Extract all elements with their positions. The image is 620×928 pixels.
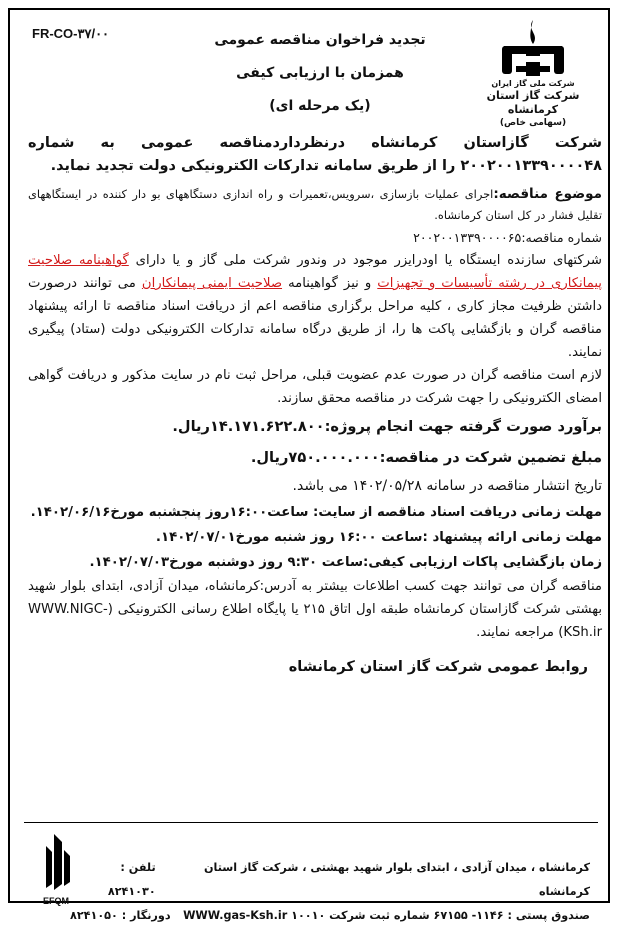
subject-label: موضوع مناقصه: bbox=[493, 186, 603, 202]
subject-paragraph bbox=[28, 184, 602, 226]
tender-number: شماره مناقصه:۲۰۰۲۰۰۱۳۳۹۰۰۰۰۶۵ bbox=[413, 230, 602, 245]
eligibility-certificate-safety: صلاحیت ایمنی پیمانکاران bbox=[141, 276, 283, 291]
footer-phone: تلفن : ۸۲۴۱۰۳۰ bbox=[107, 861, 156, 898]
footer-divider bbox=[24, 822, 598, 823]
footer-row-postal bbox=[70, 904, 590, 928]
footer-row-address bbox=[70, 856, 590, 904]
info-paragraph: مناقصه گران می توانند جهت کسب اطلاعات بیشتر به آدرس:کرمانشاه، میدان آزادی، ابتدای بلوار شهید بهشتی شرکت گازاستان کرمانشاه طبقه اول اتاق ۲۱۵ یا پایگاه اطلاع رسانی الکترونیکی (WWW.NIGC-KSh.ir) مراجعه نمایند. bbox=[28, 579, 603, 640]
participation-guarantee: مبلغ تضمین شرکت در مناقصه:۷۵۰.۰۰۰.۰۰۰ریال. bbox=[250, 449, 602, 466]
footer-postal: صندوق پستی : ۱۱۴۶- ۶۷۱۵۵ شماره ثبت شرکت ۱۰۰۱۰ WWW.gas-Ksh.ir bbox=[183, 909, 590, 922]
notice-titles bbox=[190, 24, 450, 123]
footer-address: کرمانشاه ، میدان آزادی ، ابتدای بلوار شهید بهشتی ، شرکت گاز استان کرمانشاه bbox=[203, 861, 590, 898]
eligibility-certificate-contracting: گواهینامه صلاحیت پیمانکاری در رشته تأسیسات و تجهیزات bbox=[28, 253, 602, 291]
eligibility-paragraph bbox=[28, 249, 602, 364]
intro-paragraph: شرکت گازاستان کرمانشاه درنظرداردمناقصه عمومی به شماره ۲۰۰۲۰۰۱۳۳۹۰۰۰۰۴۸ را از طریق سامانه تدارکات الکترونیکی دولت تجدید نماید. bbox=[28, 135, 602, 174]
logo-parent-company: شرکت ملی گاز ایران bbox=[491, 79, 575, 88]
deadline-bids: مهلت زمانی ارائه پیشنهاد :ساعت ۱۶:۰۰ روز شنبه مورخ۱۴۰۲/۰۷/۰۱. bbox=[155, 530, 602, 545]
footer-contact bbox=[70, 856, 590, 928]
nigc-flame-icon bbox=[496, 16, 570, 78]
logo-company-type: (سهامی خاص) bbox=[499, 118, 567, 128]
title-sub: همزمان با ارزیابی کیفی bbox=[236, 65, 404, 81]
eligibility-text-1: شرکتهای سازنده ایستگاه یا اودرایزر موجود در وندور شرکت ملی گاز و یا دارای bbox=[135, 253, 602, 268]
eligibility-text-2: و نیز گواهینامه bbox=[288, 276, 372, 291]
deadline-documents: مهلت زمانی دریافت اسناد مناقصه از سایت: ساعت۱۶:۰۰روز پنجشنبه مورخ۱۴۰۲/۰۶/۱۶. bbox=[30, 505, 602, 520]
header bbox=[10, 10, 612, 130]
efqm-label: EFQM bbox=[43, 896, 69, 906]
public-relations-signature: روابط عمومی شرکت گاز استان کرمانشاه bbox=[288, 659, 588, 675]
eligibility-text-3: می توانند درصورت داشتن ظرفیت مجاز کاری ، کلیه مراحل برگزاری مناقصه اعم از دریافت اسناد مناقصه تا ارائه پیشنهاد مناقصه گران و بازگشایی پاکت ها را، از طریق درگاه سامانه تدارکات الکترونیکی دولت (ستاد) پیگیری نمایند. bbox=[28, 276, 602, 360]
footer-fax: دورنگار : ۸۲۴۱۰۵۰ bbox=[70, 909, 171, 922]
title-stage: (یک مرحله ای) bbox=[269, 98, 371, 114]
publish-date: تاریخ انتشار مناقصه در سامانه ۱۴۰۲/۰۵/۲۸ می باشد. bbox=[292, 478, 602, 494]
title-main: تجدید فراخوان مناقصه عمومی bbox=[214, 32, 426, 48]
notice-frame bbox=[8, 8, 610, 922]
subject-text: اجرای عملیات بازسازی ،سرویس،تعمیرات و راه اندازی دستگاههای بو دار کننده در ایستگاههای تقلیل فشار در کل استان کرمانشاه. bbox=[28, 187, 602, 222]
logo-company-name: شرکت گاز استان کرمانشاه bbox=[486, 89, 580, 116]
opening-time: زمان بازگشایی پاکات ارزیابی کیفی:ساعت ۹:۳۰ روز دوشنبه مورخ۱۴۰۲/۰۷/۰۳. bbox=[89, 555, 602, 570]
company-logo bbox=[468, 16, 598, 129]
project-estimate: برآورد صورت گرفته جهت انجام پروژه:۱۴.۱۷۱.۶۲۲.۸۰۰ریال. bbox=[172, 418, 602, 435]
form-code: FR-CO-۳۷/۰۰ bbox=[32, 26, 110, 41]
registration-note: لازم است مناقصه گران در صورت عدم عضویت قبلی، مراحل ثبت نام در سایت مذکور و دریافت گواهی امضای الکترونیکی را جهت شرکت در مناقصه محقق سازند. bbox=[28, 368, 602, 406]
notice-body bbox=[28, 132, 602, 679]
